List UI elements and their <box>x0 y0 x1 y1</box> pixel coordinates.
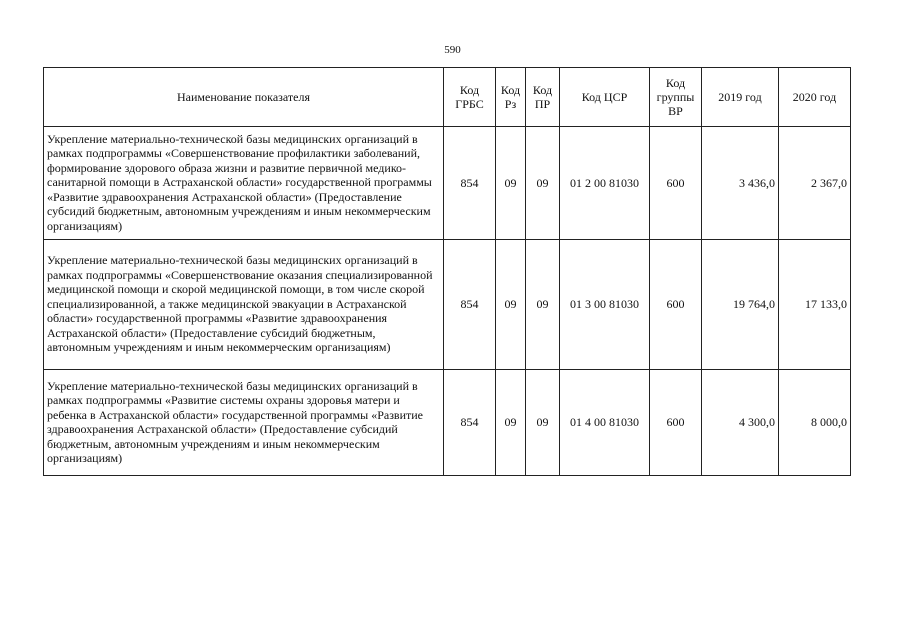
header-rz: Код Рз <box>496 68 526 127</box>
row-rz: 09 <box>496 240 526 370</box>
row-name: Укрепление материально-технической базы медицинских организаций в рамках подпрограммы «Совершенствование оказания специализированной медицинской помощи и скорой медицинской помощи, в том числе скорой специализированной, а также медицинской эвакуации в Астраханской области» государственной программы «Развитие здравоохранения Астраханской области» (Предоставление субсидий бюджетным, автономным учреждениям и иным некоммерческим организациям) <box>44 240 444 370</box>
row-pr: 09 <box>526 370 560 476</box>
table-row <box>44 240 851 370</box>
header-2019: 2019 год <box>702 68 779 127</box>
row-name: Укрепление материально-технической базы медицинских организаций в рамках подпрограммы «Развитие системы охраны здоровья матери и ребенка в Астраханской области» государственной программы «Развитие здравоохранения Астраханской области» (Предоставление субсидий бюджетным, автономным учреждениям и иным некоммерческим организациям) <box>44 370 444 476</box>
header-name: Наименование показателя <box>44 68 444 127</box>
row-vr: 600 <box>650 240 702 370</box>
row-csr: 01 2 00 81030 <box>560 127 650 240</box>
row-2019: 4 300,0 <box>702 370 779 476</box>
row-grbs: 854 <box>444 127 496 240</box>
budget-table <box>43 67 851 476</box>
page-number: 590 <box>444 44 461 56</box>
row-2019: 19 764,0 <box>702 240 779 370</box>
row-rz: 09 <box>496 370 526 476</box>
row-grbs: 854 <box>444 370 496 476</box>
header-grbs: Код ГРБС <box>444 68 496 127</box>
row-rz: 09 <box>496 127 526 240</box>
row-pr: 09 <box>526 127 560 240</box>
row-grbs: 854 <box>444 240 496 370</box>
row-csr: 01 3 00 81030 <box>560 240 650 370</box>
header-csr: Код ЦСР <box>560 68 650 127</box>
row-2020: 17 133,0 <box>779 240 851 370</box>
row-2019: 3 436,0 <box>702 127 779 240</box>
row-2020: 2 367,0 <box>779 127 851 240</box>
table-row <box>44 127 851 240</box>
row-csr: 01 4 00 81030 <box>560 370 650 476</box>
header-vr: Код группы ВР <box>650 68 702 127</box>
row-pr: 09 <box>526 240 560 370</box>
row-name: Укрепление материально-технической базы медицинских организаций в рамках подпрограммы «Совершенствование профилактики заболеваний, формирование здорового образа жизни и развитие первичной медико-санитарной помощи в Астраханской области» государственной программы «Развитие здравоохранения Астраханской области» (Предоставление субсидий бюджетным, автономным учреждениям и иным некоммерческим организациям) <box>44 127 444 240</box>
row-vr: 600 <box>650 127 702 240</box>
table-header-row <box>44 68 851 127</box>
header-2020: 2020 год <box>779 68 851 127</box>
row-2020: 8 000,0 <box>779 370 851 476</box>
table-row <box>44 370 851 476</box>
row-vr: 600 <box>650 370 702 476</box>
header-pr: Код ПР <box>526 68 560 127</box>
